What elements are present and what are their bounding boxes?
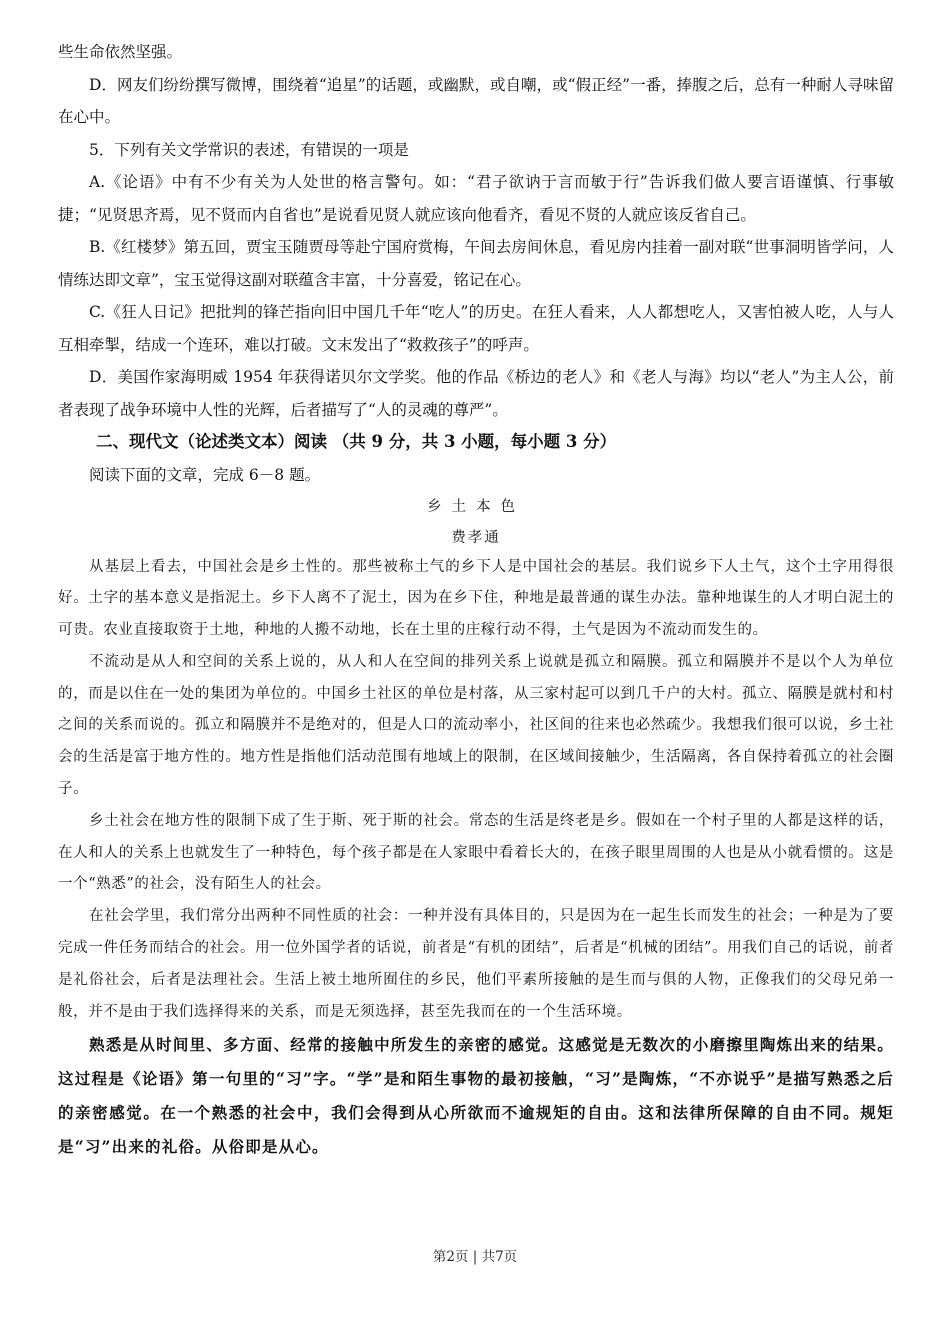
- article-paragraph: 从基层上看去，中国社会是乡土性的。那些被称土气的乡下人是中国社会的基层。我们说乡下人土气，这个土字用得很好。土字的基本意义是指泥土。乡下人离不了泥土，因为在乡下住，种地是最普通的谋生办法。靠种地谋生的人才明白泥土的可贵。农业直接取资于土地，种地的人搬不动地，长在土里的庄稼行动不得，土气是因为不流动而发生的。: [58, 558, 894, 639]
- option-a: A.《论语》中有不少有关为人处世的格言警句。如：“君子欲讷于言而敏于行”告诉我们做人要言语谨慎、行事敏捷；“见贤思齐焉，见不贤而内自省也”是说看见贤人就应该向他看齐，看见不贤的人就应该反省自己。: [58, 173, 894, 224]
- article-paragraph: 熟悉是从时间里、多方面、经常的接触中所发生的亲密的感觉。这感觉是无数次的小磨擦里陶炼出来的结果。这过程是《论语》第一句里的“习”字。“学”是和陌生事物的最初接触，“习”是陶炼，“不亦说乎”是描写熟悉之后的亲密感觉。在一个熟悉的社会中，我们会得到从心所欲而不逾规矩的自由。这和法律所保障的自由不同。规矩是“习”出来的礼俗。从俗即是从心。: [58, 1035, 894, 1157]
- text-line: 些生命依然坚强。: [58, 43, 183, 61]
- option-c: C.《狂人日记》把批判的锋芒指向旧中国几千年“吃人”的历史。在狂人看来，人人都想吃人，又害怕被人吃，人与人互相牵掣，结成一个连环，难以打破。文末发出了“救救孩子”的呼声。: [58, 303, 894, 354]
- document-page: [58, 36, 894, 1164]
- article-author: 费孝通: [451, 529, 501, 546]
- section-heading: 二、现代文（论述类文本）阅读 （共 9 分，共 3 小题，每小题 3 分）: [96, 432, 617, 451]
- article-paragraph: 乡土社会在地方性的限制下成了生于斯、死于斯的社会。常态的生活是终老是乡。假如在一个村子里的人都是这样的话，在人和人的关系上也就发生了一种特色，每个孩子都是在人家眼中看着长大的，在孩子眼里周围的人也是从小就看惯的。这是一个“熟悉”的社会，没有陌生人的社会。: [58, 812, 894, 893]
- article-paragraph: 在社会学里，我们常分出两种不同性质的社会：一种并没有具体目的，只是因为在一起生长而发生的社会；一种是为了要完成一件任务而结合的社会。用一位外国学者的话说，前者是“有机的团结”，后者是“机械的团结”。用我们自己的话说，前者是礼俗社会，后者是法理社会。生活上被土地所囿住的乡民，他们平素所接触的是生而与俱的人物，正像我们的父母兄弟一般，并不是由于我们选择得来的关系，而是无须选择，甚至先我而在的一个生活环境。: [58, 908, 894, 1020]
- article-paragraph: 不流动是从人和空间的关系上说的，从人和人在空间的排列关系上说就是孤立和隔膜。孤立和隔膜并不是以个人为单位的，而是以住在一处的集团为单位的。中国乡土社区的单位是村落，从三家村起可以到几千户的大村。孤立、隔膜是就村和村之间的关系而说的。孤立和隔膜并不是绝对的，但是人口的流动率小，社区间的往来也必然疏少。我想我们很可以说，乡土社会的生活是富于地方性的。地方性是指他们活动范围有地域上的限制，在区域间接触少，生活隔离，各自保持着孤立的社会圈子。: [58, 653, 894, 798]
- page-footer: 第2页 | 共7页: [432, 1249, 518, 1265]
- option-d-2: D．美国作家海明威 1954 年获得诺贝尔文学奖。他的作品《桥边的老人》和《老人与海》均以“老人”为主人公，前者表现了战争环境中人性的光辉，后者描写了“人的灵魂的尊严”。: [58, 368, 894, 419]
- article-title: 乡土本色: [427, 499, 525, 515]
- option-d: D．网友们纷纷撰写微博，围绕着“追星”的话题，或幽默，或自嘲，或“假正经”一番，捧腹之后，总有一种耐人寻味留在心中。: [58, 75, 894, 126]
- reading-instruction: 阅读下面的文章，完成 6－8 题。: [89, 465, 321, 484]
- option-b: B.《红楼梦》第五回，贾宝玉随贾母等赴宁国府赏梅，午间去房间休息，看见房内挂着一副对联“世事洞明皆学问，人情练达即文章”，宝玉觉得这副对联蕴含丰富，十分喜爱，铭记在心。: [58, 238, 894, 289]
- question-5: 5．下列有关文学常识的表述，有错误的一项是: [89, 140, 409, 159]
